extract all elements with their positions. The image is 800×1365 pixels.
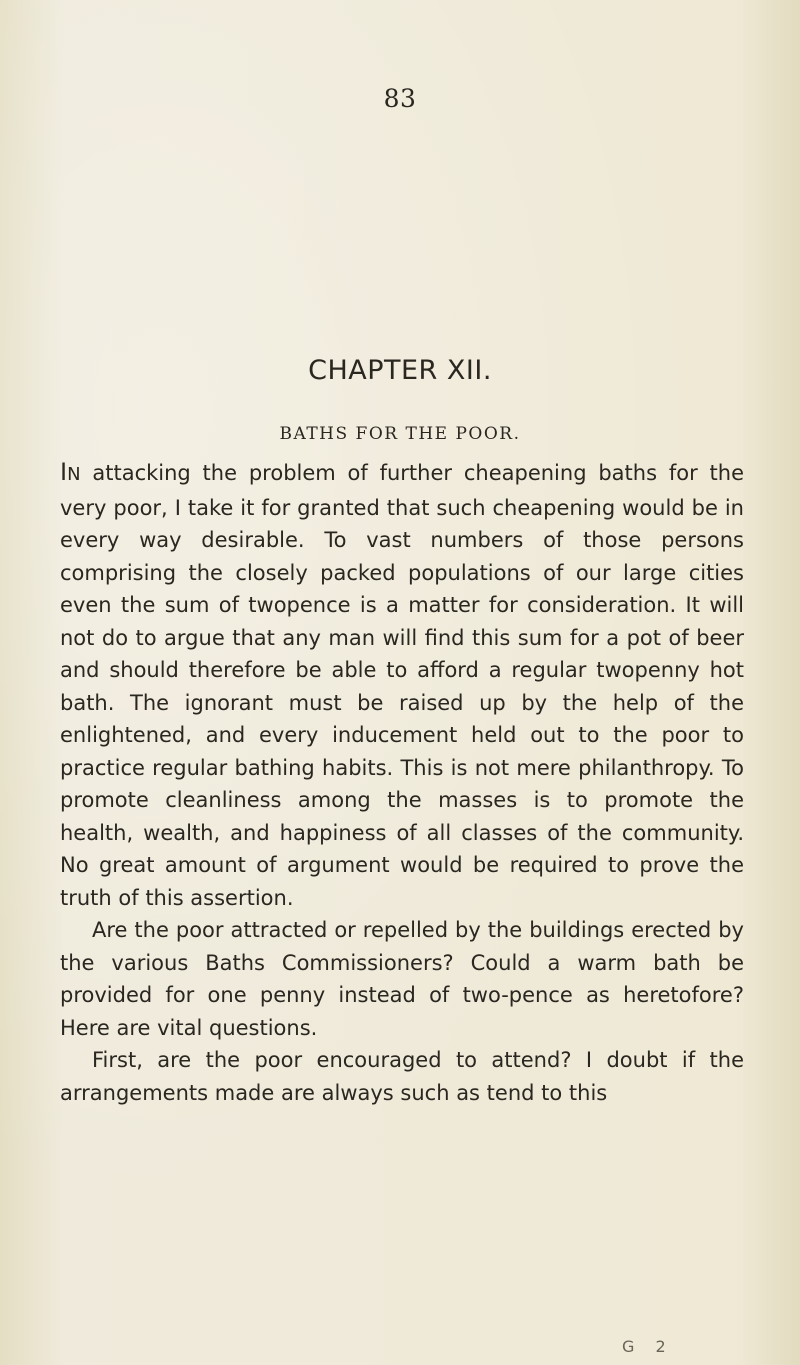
chapter-heading: CHAPTER XII. xyxy=(308,355,492,386)
paragraph-1-text: attacking the problem of further cheapening baths for the very poor, I take it for granted that such cheapening would be in every way desirable. To vast numbers of those persons comprising the closely packed populations of our large cities even the sum of twopence is a matter for consideration. It will not do to argue that any man will find this sum for a pot of beer and should therefore be able to afford a regular twopenny hot bath. The ignorant must be raised up by the help of the enlightened, and every inducement held out to the poor to practice regular bathing habits. This is not mere philanthropy. To promote cleanliness among the masses is to promote the health, wealth, and happiness of all classes of the community. No great amount of argument would be required to prove the truth of this assertion. xyxy=(60,461,744,910)
body-text xyxy=(60,456,744,1109)
page-number: 83 xyxy=(383,84,417,113)
paragraph-3: First, are the poor encouraged to attend? I doubt if the arrangements made are always such as tend to this xyxy=(60,1048,744,1105)
initial-small-cap: N xyxy=(67,464,81,485)
initial-letter: I xyxy=(60,458,68,486)
paragraph-2: Are the poor attracted or repelled by the buildings erected by the various Baths Commissioners? Could a warm bath be provided for one penny instead of two-pence as heretofore? Here are vital questions. xyxy=(60,918,744,1040)
paragraph-1 xyxy=(60,456,744,914)
signature-mark: G 2 xyxy=(622,1337,674,1356)
section-heading: BATHS FOR THE POOR. xyxy=(279,424,521,444)
